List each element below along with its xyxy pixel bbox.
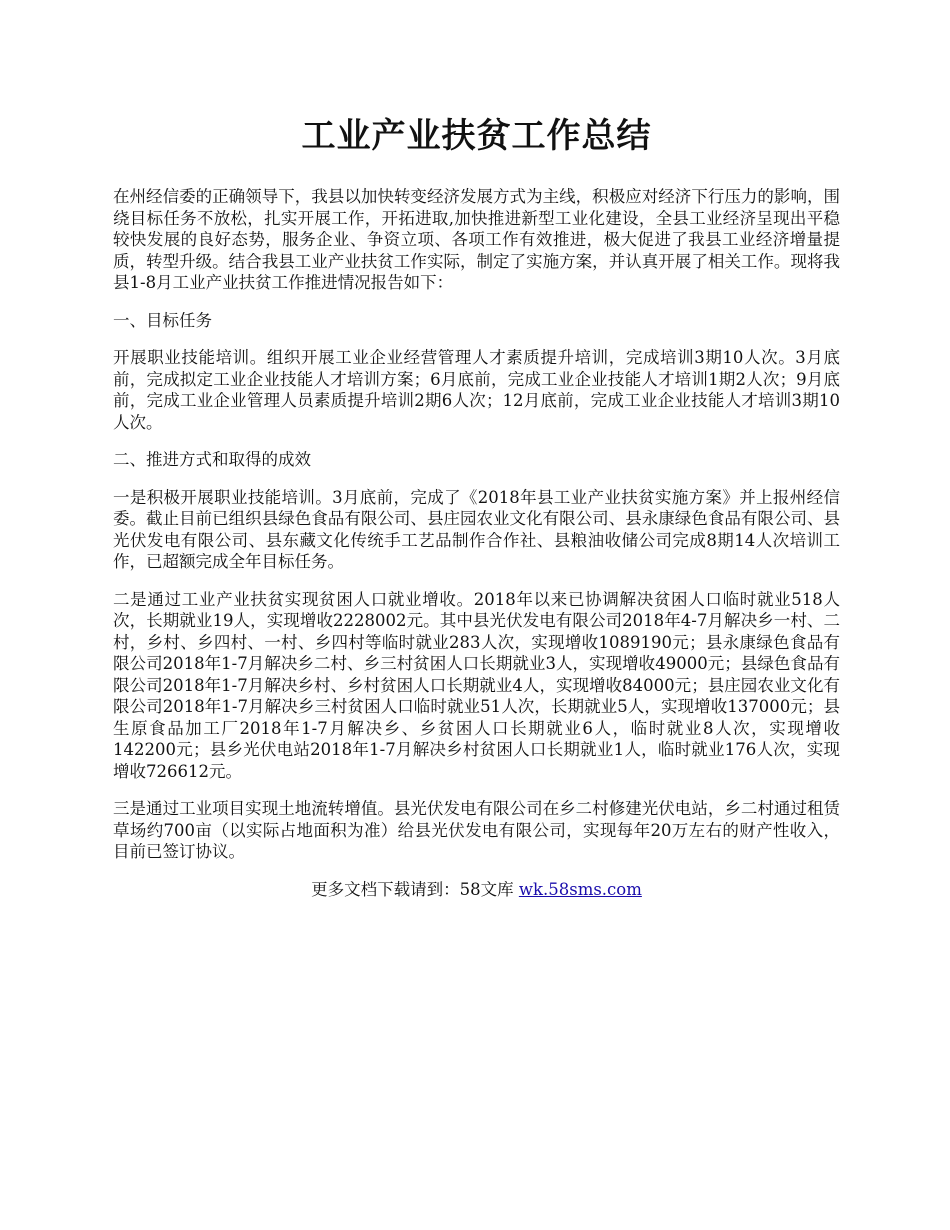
intro-paragraph: 在州经信委的正确领导下，我县以加快转变经济发展方式为主线，积极应对经济下行压力的影响，围绕目标任务不放松，扎实开展工作，开拓进取,加快推进新型工业化建设，全县工业经济呈现出平稳较快发展的良好态势，服务企业、争资立项、各项工作有效推进，极大促进了我县工业经济增量提质，转型升级。结合我县工业产业扶贫工作实际，制定了实施方案，并认真开展了相关工作。现将我县1-8月工业产业扶贫工作推进情况报告如下： bbox=[113, 187, 840, 292]
progress-paragraph-employment: 二是通过工业产业扶贫实现贫困人口就业增收。2018年以来已协调解决贫困人口临时就业518人次，长期就业19人，实现增收2228002元。其中县光伏发电有限公司2018年4-7月解决乡一村、二村，乡村、乡四村、一村、乡四村等临时就业283人次，实现增收1089190元；县永康绿色食品有限公司2018年1-7月解决乡二村、乡三村贫困人口长期就业3人，实现增收49000元；县绿色食品有限公司2018年1-7月解决乡村、乡村贫困人口长期就业4人，实现增收84000元；县庄园农业文化有限公司2018年1-7月解决乡三村贫困人口临时就业51人次，长期就业5人，实现增收137000元；县生原食品加工厂2018年1-7月解决乡、乡贫困人口长期就业6人，临时就业8人次，实现增收142200元；县乡光伏电站2018年1-7月解决乡村贫困人口长期就业1人，临时就业176人次，实现增收726612元。 bbox=[113, 589, 840, 781]
document-page bbox=[113, 112, 840, 901]
footer-text: 更多文档下载请到：58文库 bbox=[311, 879, 519, 899]
document-title: 工业产业扶贫工作总结 bbox=[301, 116, 652, 156]
progress-paragraph-land: 三是通过工业项目实现土地流转增值。县光伏发电有限公司在乡二村修建光伏电站，乡二村通过租赁草场约700亩（以实际占地面积为准）给县光伏发电有限公司，实现每年20万左右的财产性收入，目前已签订协议。 bbox=[113, 799, 840, 861]
progress-paragraph-training: 一是积极开展职业技能培训。3月底前，完成了《2018年县工业产业扶贫实施方案》并上报州经信委。截止目前已组织县绿色食品有限公司、县庄园农业文化有限公司、县永康绿色食品有限公司、县光伏发电有限公司、县东藏文化传统手工艺品制作合作社、县粮油收储公司完成8期14人次培训工作，已超额完成全年目标任务。 bbox=[113, 487, 840, 571]
footer-link[interactable]: wk.58sms.com bbox=[518, 879, 642, 899]
section-heading-progress: 二、推进方式和取得的成效 bbox=[113, 450, 311, 469]
download-footer bbox=[113, 879, 840, 901]
section-heading-goals: 一、目标任务 bbox=[113, 310, 212, 330]
goals-paragraph: 开展职业技能培训。组织开展工业企业经营管理人才素质提升培训，完成培训3期10人次。3月底前，完成拟定工业企业技能人才培训方案；6月底前，完成工业企业技能人才培训1期2人次；9月底前，完成工业企业管理人员素质提升培训2期6人次；12月底前，完成工业企业技能人才培训3期10人次。 bbox=[113, 348, 840, 432]
